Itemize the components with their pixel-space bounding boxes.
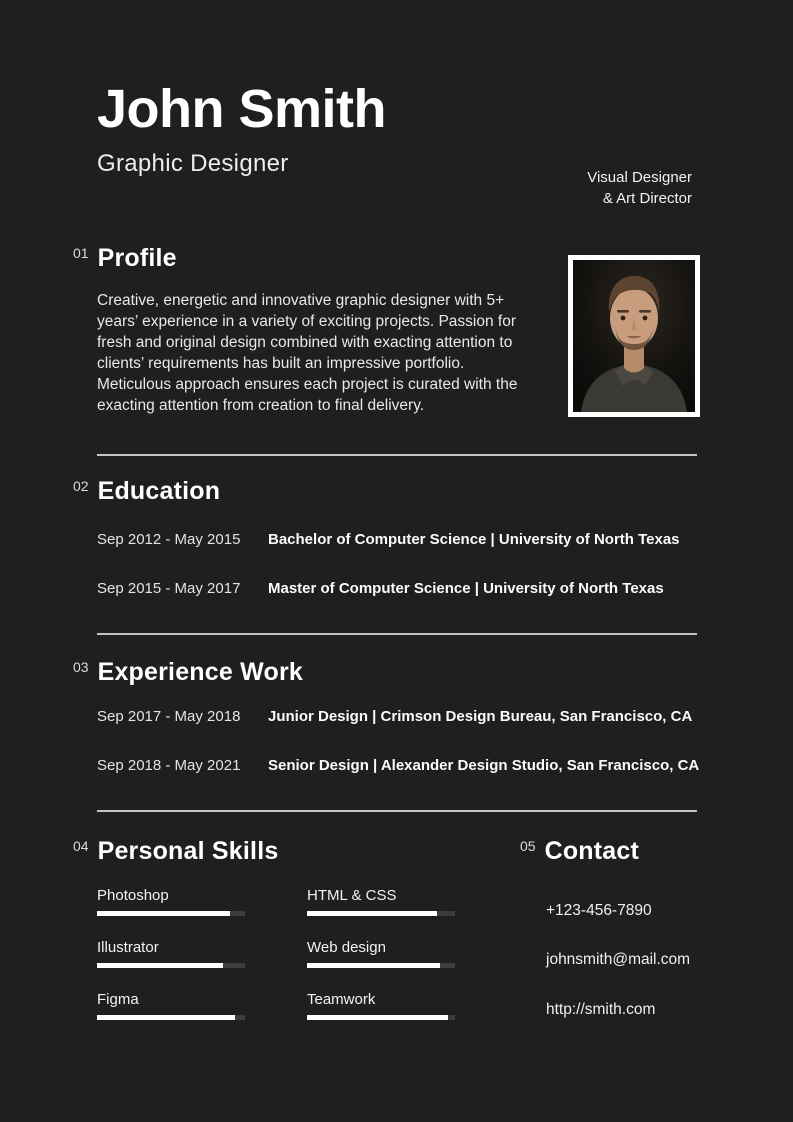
section-profile: [73, 243, 540, 416]
section-experience: [73, 657, 699, 774]
skill-fill: [97, 1015, 235, 1020]
profile-photo: [568, 255, 700, 417]
skill-bar: [307, 911, 455, 916]
skill-bar: [97, 911, 245, 916]
experience-description: Junior Design | Crimson Design Bureau, San Francisco, CA: [268, 708, 693, 725]
contact-heading: [520, 836, 690, 866]
skill-label: Web design: [307, 939, 386, 956]
section-title: Education: [97, 477, 221, 505]
experience-description: Senior Design | Alexander Design Studio, San Francisco, CA: [268, 757, 700, 774]
skill-fill: [97, 963, 223, 968]
section-title: Personal Skills: [97, 837, 279, 865]
skill-bar: [97, 1015, 245, 1020]
skill-bar: [97, 963, 245, 968]
skill-item: [97, 990, 245, 1020]
person-role: Graphic Designer: [97, 150, 289, 177]
skill-label: Photoshop: [97, 887, 169, 904]
contact-website: http://smith.com: [546, 1001, 656, 1018]
experience-row: [97, 758, 699, 774]
skill-item: [307, 938, 455, 968]
experience-row: [97, 709, 699, 725]
education-dates: Sep 2015 - May 2017: [97, 580, 241, 597]
skill-label: HTML & CSS: [307, 887, 397, 904]
section-number: 03: [73, 659, 89, 675]
skill-item: [307, 886, 455, 916]
contact-phone: +123-456-7890: [546, 902, 652, 919]
tagline: [587, 167, 692, 209]
education-description: Master of Computer Science | University of North Texas: [268, 580, 664, 597]
section-education: [73, 476, 680, 597]
education-description: Bachelor of Computer Science | University of North Texas: [268, 531, 680, 548]
skill-fill: [307, 963, 440, 968]
experience-dates: Sep 2017 - May 2018: [97, 708, 241, 725]
skill-label: Teamwork: [307, 991, 376, 1008]
skill-item: [97, 886, 245, 916]
tagline-line-1: Visual Designer: [587, 169, 692, 186]
education-dates: Sep 2012 - May 2015: [97, 531, 241, 548]
skill-bar: [307, 963, 455, 968]
education-heading: [73, 476, 680, 506]
section-number: 01: [73, 245, 89, 261]
person-name: John Smith: [97, 79, 386, 139]
profile-summary: Creative, energetic and innovative graphic designer with 5+ years’ experience in a variety of exciting projects. Passion for fresh and original design combined with exacting attention to clients’ requirements has built an impressive portfolio. Meticulous approach ensures each project is curated with the exacting attention from creation to final delivery.: [97, 292, 518, 414]
skill-fill: [97, 911, 230, 916]
education-row: [97, 581, 680, 597]
portrait-illustration: [573, 260, 695, 412]
skill-label: Illustrator: [97, 939, 159, 956]
section-number: 05: [520, 838, 536, 854]
skills-heading: [73, 836, 455, 866]
section-title: Profile: [97, 244, 177, 272]
section-number: 04: [73, 838, 89, 854]
section-skills: [73, 836, 455, 1020]
section-number: 02: [73, 478, 89, 494]
skill-bar: [307, 1015, 455, 1020]
divider: [97, 633, 697, 635]
skill-fill: [307, 1015, 448, 1020]
section-contact: [520, 836, 690, 1019]
tagline-line-2: & Art Director: [602, 190, 692, 207]
divider: [97, 810, 697, 812]
skill-label: Figma: [97, 991, 139, 1008]
profile-heading: [73, 243, 540, 273]
divider: [97, 454, 697, 456]
education-row: [97, 532, 680, 548]
skill-item: [97, 938, 245, 968]
section-title: Experience Work: [97, 658, 303, 686]
contact-email: johnsmith@mail.com: [546, 951, 691, 968]
experience-dates: Sep 2018 - May 2021: [97, 757, 241, 774]
section-title: Contact: [544, 837, 640, 865]
skill-item: [307, 990, 455, 1020]
skill-fill: [307, 911, 437, 916]
experience-heading: [73, 657, 699, 687]
